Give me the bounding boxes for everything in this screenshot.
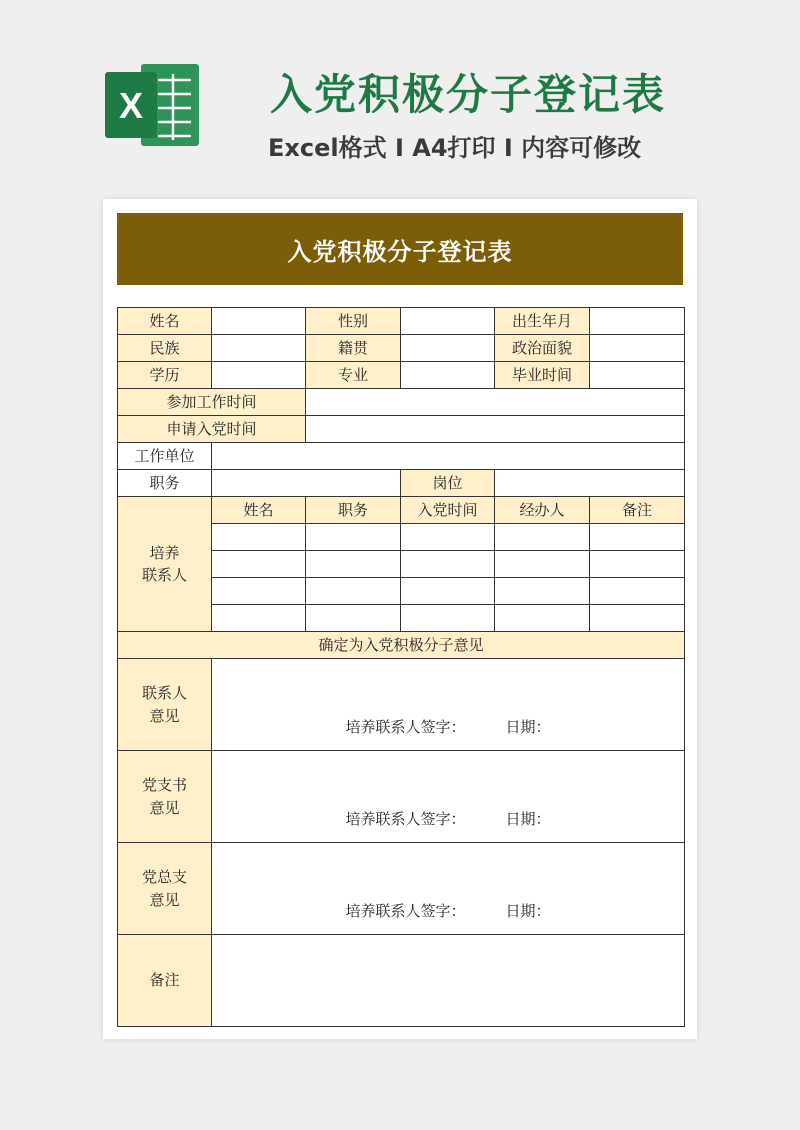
- excel-logo-icon: [103, 60, 203, 150]
- contact-cell[interactable]: [401, 578, 495, 605]
- page-subtitle: Excel格式 I A4打印 I 内容可修改: [268, 134, 642, 162]
- label-contacts: [118, 497, 212, 632]
- label-native-place: 籍贯: [306, 335, 401, 362]
- contact-cell[interactable]: [212, 524, 306, 551]
- contact-cell[interactable]: [401, 605, 495, 632]
- contact-cell[interactable]: [590, 524, 685, 551]
- table-row: [118, 389, 685, 416]
- table-row: [118, 443, 685, 470]
- table-row: [118, 335, 685, 362]
- label-name: 姓名: [118, 308, 212, 335]
- field-birth[interactable]: [590, 308, 685, 335]
- field-gender[interactable]: [401, 308, 495, 335]
- field-education[interactable]: [212, 362, 306, 389]
- table-row: [118, 308, 685, 335]
- form-title-banner: 入党积极分子登记表: [117, 213, 683, 285]
- table-row: [118, 497, 685, 524]
- signature-label: 培养联系人签字：: [345, 901, 466, 920]
- label-branch-secretary-opinion: [118, 751, 212, 843]
- contact-cell[interactable]: [495, 578, 590, 605]
- label-line: 党总支: [141, 868, 187, 886]
- registration-form-table: [117, 307, 685, 1027]
- contact-cell[interactable]: [590, 578, 685, 605]
- page-title: 入党积极分子登记表: [270, 70, 667, 119]
- signature-line: [212, 716, 684, 739]
- label-contacts-line1: 培养: [149, 543, 180, 562]
- label-contacts-line2: 联系人: [141, 566, 187, 584]
- label-apply-party-time: 申请入党时间: [118, 416, 306, 443]
- column-header-duty: 职务: [306, 497, 401, 524]
- contact-cell[interactable]: [306, 551, 401, 578]
- field-contact-opinion[interactable]: [212, 659, 685, 751]
- contact-cell[interactable]: [401, 524, 495, 551]
- contact-cell[interactable]: [212, 578, 306, 605]
- field-general-branch-opinion[interactable]: [212, 843, 685, 935]
- opinion-section-header: 确定为入党积极分子意见: [118, 632, 685, 659]
- promo-header: [0, 0, 800, 200]
- field-native-place[interactable]: [401, 335, 495, 362]
- date-label: 日期：: [505, 901, 551, 920]
- table-row: [118, 659, 685, 751]
- field-graduation[interactable]: [590, 362, 685, 389]
- field-remarks[interactable]: [212, 935, 685, 1027]
- table-row: [118, 416, 685, 443]
- label-birth: 出生年月: [495, 308, 590, 335]
- label-line: 意见: [149, 890, 180, 909]
- table-row: [118, 470, 685, 497]
- signature-label: 培养联系人签字：: [345, 717, 466, 736]
- column-header-handler: 经办人: [495, 497, 590, 524]
- column-header-remark: 备注: [590, 497, 685, 524]
- label-general-branch-opinion: [118, 843, 212, 935]
- contact-cell[interactable]: [401, 551, 495, 578]
- label-political-status: 政治面貌: [495, 335, 590, 362]
- date-label: 日期：: [505, 809, 551, 828]
- field-ethnicity[interactable]: [212, 335, 306, 362]
- label-remarks: 备注: [118, 935, 212, 1027]
- label-education: 学历: [118, 362, 212, 389]
- contact-cell[interactable]: [495, 551, 590, 578]
- contact-cell[interactable]: [212, 551, 306, 578]
- label-line: 意见: [149, 706, 180, 725]
- contact-cell[interactable]: [590, 551, 685, 578]
- contact-cell[interactable]: [306, 578, 401, 605]
- column-header-join-time: 入党时间: [401, 497, 495, 524]
- table-row: [118, 935, 685, 1027]
- column-header-name: 姓名: [212, 497, 306, 524]
- signature-line: [212, 900, 684, 923]
- label-line: 意见: [149, 798, 180, 817]
- field-position[interactable]: [495, 470, 685, 497]
- label-gender: 性别: [306, 308, 401, 335]
- label-major: 专业: [306, 362, 401, 389]
- label-position: 岗位: [401, 470, 495, 497]
- signature-label: 培养联系人签字：: [345, 809, 466, 828]
- field-work-unit[interactable]: [212, 443, 685, 470]
- label-work-unit: 工作单位: [118, 443, 212, 470]
- contact-cell[interactable]: [495, 605, 590, 632]
- label-ethnicity: 民族: [118, 335, 212, 362]
- field-duty[interactable]: [212, 470, 401, 497]
- contact-cell[interactable]: [306, 605, 401, 632]
- date-label: 日期：: [505, 717, 551, 736]
- signature-line: [212, 808, 684, 831]
- field-major[interactable]: [401, 362, 495, 389]
- contact-cell[interactable]: [212, 605, 306, 632]
- field-branch-secretary-opinion[interactable]: [212, 751, 685, 843]
- table-row: [118, 843, 685, 935]
- label-contact-opinion: [118, 659, 212, 751]
- document-sheet: [103, 199, 697, 1039]
- label-line: 联系人: [141, 684, 187, 702]
- label-graduation: 毕业时间: [495, 362, 590, 389]
- table-row: [118, 632, 685, 659]
- field-join-work-time[interactable]: [306, 389, 685, 416]
- contact-cell[interactable]: [306, 524, 401, 551]
- table-row: [118, 362, 685, 389]
- field-political-status[interactable]: [590, 335, 685, 362]
- label-line: 党支书: [141, 776, 187, 794]
- contact-cell[interactable]: [495, 524, 590, 551]
- field-apply-party-time[interactable]: [306, 416, 685, 443]
- label-duty: 职务: [118, 470, 212, 497]
- label-join-work-time: 参加工作时间: [118, 389, 306, 416]
- contact-cell[interactable]: [590, 605, 685, 632]
- field-name[interactable]: [212, 308, 306, 335]
- svg-text:X: X: [118, 85, 144, 126]
- table-row: [118, 751, 685, 843]
